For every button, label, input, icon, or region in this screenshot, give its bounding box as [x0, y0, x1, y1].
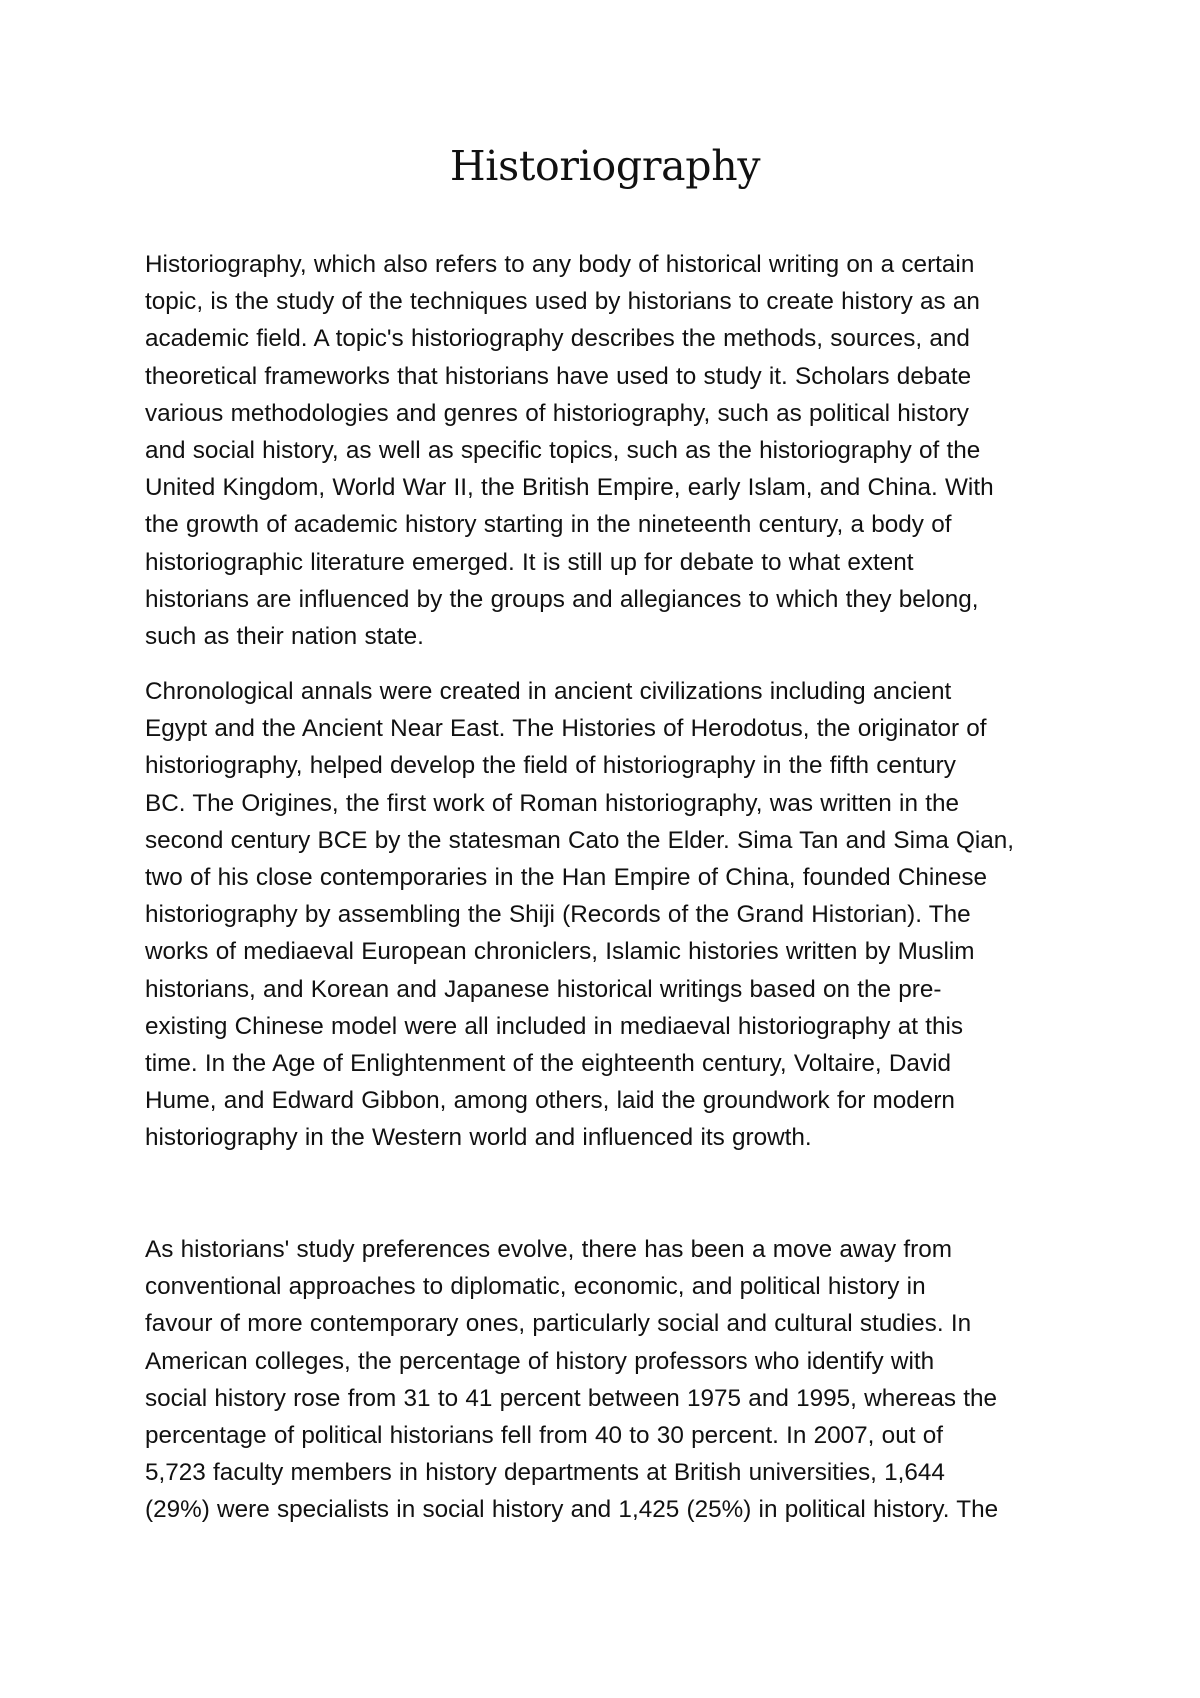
- text-line: historians are influenced by the groups and allegiances to which they belong,: [145, 585, 979, 613]
- text-line: favour of more contemporary ones, particularly social and cultural studies. In: [145, 1310, 972, 1338]
- text-line: and social history, as well as specific topics, such as the historiography of the: [145, 437, 981, 465]
- paragraph-3: [145, 1231, 1065, 1529]
- text-line: As historians' study preferences evolve, there has been a move away from: [145, 1236, 952, 1263]
- text-line: academic field. A topic's historiography describes the methods, sources, and: [145, 325, 970, 353]
- text-line: historiography by assembling the Shiji (Records of the Grand Historian). The: [145, 901, 971, 929]
- text-line: various methodologies and genres of historiography, such as political history: [145, 399, 969, 427]
- text-line: United Kingdom, World War II, the British Empire, early Islam, and China. With: [145, 474, 994, 502]
- text-line: Historiography, which also refers to any body of historical writing on a certain: [145, 251, 975, 278]
- paragraph-2: [145, 673, 1065, 1157]
- text-line: social history rose from 31 to 41 percent between 1975 and 1995, whereas the: [145, 1384, 998, 1412]
- text-line: percentage of political historians fell from 40 to 30 percent. In 2007, out of: [145, 1422, 943, 1450]
- text-line: American colleges, the percentage of history professors who identify with: [145, 1347, 935, 1375]
- text-line: theoretical frameworks that historians have used to study it. Scholars debate: [145, 362, 972, 390]
- document-title: Historiography: [449, 142, 761, 190]
- text-line: second century BCE by the statesman Cato the Elder. Sima Tan and Sima Qian,: [145, 826, 1015, 854]
- text-line: two of his close contemporaries in the Han Empire of China, founded Chinese: [145, 864, 988, 892]
- text-line: Hume, and Edward Gibbon, among others, laid the groundwork for modern: [145, 1087, 955, 1115]
- text-line: time. In the Age of Enlightenment of the eighteenth century, Voltaire, David: [145, 1050, 951, 1078]
- text-line: Chronological annals were created in ancient civilizations including ancient: [145, 678, 952, 705]
- text-line: (29%) were specialists in social history and 1,425 (25%) in political history. The: [145, 1496, 999, 1524]
- paragraph-1: [145, 246, 1065, 655]
- text-line: the growth of academic history starting in the nineteenth century, a body of: [145, 511, 952, 539]
- text-line: BC. The Origines, the first work of Roman historiography, was written in the: [145, 789, 959, 817]
- text-line: historiography, helped develop the field of historiography in the fifth century: [145, 752, 956, 780]
- text-line: 5,723 faculty members in history departments at British universities, 1,644: [145, 1459, 945, 1487]
- text-line: conventional approaches to diplomatic, economic, and political history in: [145, 1273, 926, 1301]
- text-line: Egypt and the Ancient Near East. The Histories of Herodotus, the originator of: [145, 715, 987, 743]
- text-line: existing Chinese model were all included in mediaeval historiography at this: [145, 1012, 964, 1040]
- text-line: topic, is the study of the techniques used by historians to create history as an: [145, 288, 980, 316]
- text-line: historiography in the Western world and influenced its growth.: [145, 1124, 812, 1152]
- text-line: historians, and Korean and Japanese historical writings based on the pre-: [145, 975, 942, 1003]
- text-line: such as their nation state.: [145, 623, 424, 651]
- text-line: historiographic literature emerged. It is still up for debate to what extent: [145, 548, 914, 576]
- text-line: works of mediaeval European chroniclers, Islamic histories written by Muslim: [145, 938, 975, 966]
